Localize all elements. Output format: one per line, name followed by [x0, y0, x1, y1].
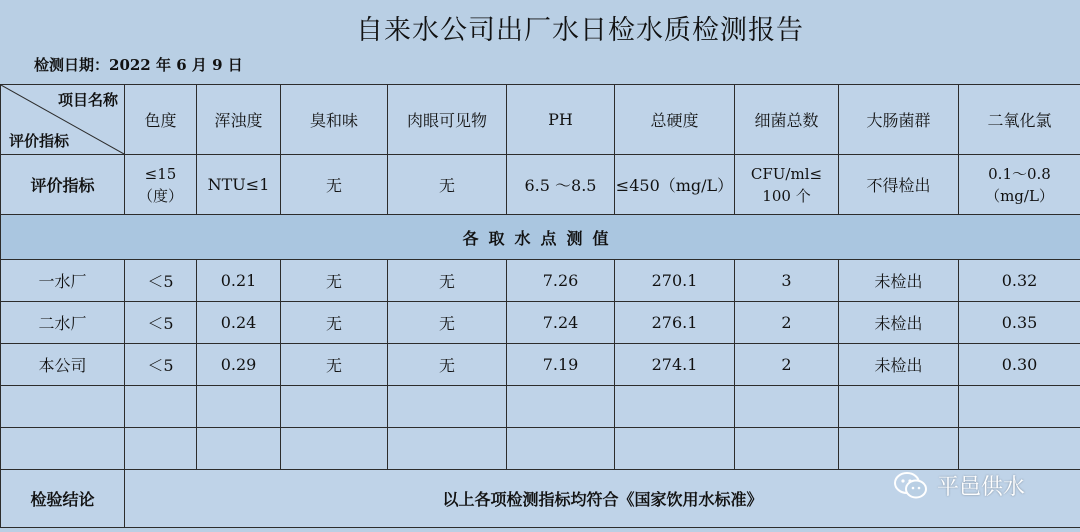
column-header: PH [507, 85, 615, 155]
conclusion-label: 检验结论 [1, 470, 125, 528]
corner-bottom-left: 评价指标 [9, 132, 70, 150]
data-cell: ＜5 [125, 344, 197, 386]
data-cell: 无 [281, 344, 388, 386]
column-header: 臭和味 [281, 85, 388, 155]
empty-cell [1, 386, 125, 428]
empty-cell [388, 428, 507, 470]
table-row [1, 302, 1080, 344]
empty-cell [615, 386, 735, 428]
empty-cell [1, 428, 125, 470]
empty-cell [735, 386, 839, 428]
wechat-icon [893, 471, 929, 501]
data-cell: 2 [735, 302, 839, 344]
table-row [1, 260, 1080, 302]
empty-cell [388, 386, 507, 428]
row-label: 二水厂 [1, 302, 125, 344]
empty-cell [281, 386, 388, 428]
data-cell: 0.35 [959, 302, 1080, 344]
data-cell: 无 [388, 260, 507, 302]
empty-cell [197, 428, 281, 470]
test-date: 检测日期：2022 年 6 月 9 日 [34, 56, 243, 74]
standard-cell: 6.5 ～8.5 [507, 155, 615, 215]
data-cell: 0.29 [197, 344, 281, 386]
standard-cell: 0.1～0.8 （mg/L） [959, 155, 1080, 215]
section-title: 各取水点测值 [1, 215, 1080, 260]
column-header: 二氧化氯 [959, 85, 1080, 155]
empty-cell [839, 428, 959, 470]
header-row [1, 85, 1080, 155]
watermark [893, 470, 1025, 501]
row-label: 一水厂 [1, 260, 125, 302]
corner-cell [1, 85, 125, 155]
data-cell: 0.24 [197, 302, 281, 344]
column-header: 细菌总数 [735, 85, 839, 155]
empty-cell [281, 428, 388, 470]
watermark-text: 平邑供水 [937, 475, 1026, 500]
standard-cell: 不得检出 [839, 155, 959, 215]
data-cell: 无 [388, 344, 507, 386]
empty-cell [197, 386, 281, 428]
data-cell: 3 [735, 260, 839, 302]
standard-cell: ≤15 （度） [125, 155, 197, 215]
empty-cell [507, 428, 615, 470]
data-cell: ＜5 [125, 302, 197, 344]
data-cell: 未检出 [839, 260, 959, 302]
data-cell: 0.32 [959, 260, 1080, 302]
standard-row [1, 155, 1080, 215]
table-row [1, 344, 1080, 386]
column-header: 色度 [125, 85, 197, 155]
row-label: 本公司 [1, 344, 125, 386]
data-cell: 未检出 [839, 344, 959, 386]
empty-cell [615, 428, 735, 470]
conclusion-text: 以上各项检测指标均符合《国家饮用水标准》 [125, 470, 1080, 528]
section-row [1, 215, 1080, 260]
data-cell: 276.1 [615, 302, 735, 344]
data-cell: 7.26 [507, 260, 615, 302]
column-header: 浑浊度 [197, 85, 281, 155]
report-title: 自来水公司出厂水日检水质检测报告 [356, 15, 804, 46]
empty-cell [959, 428, 1080, 470]
empty-cell [959, 386, 1080, 428]
row-label: 评价指标 [1, 155, 125, 215]
empty-cell [507, 386, 615, 428]
empty-row [1, 428, 1080, 470]
water-quality-table [0, 84, 1080, 528]
data-cell: 无 [281, 260, 388, 302]
column-header: 大肠菌群 [839, 85, 959, 155]
empty-cell [125, 386, 197, 428]
column-header: 肉眼可见物 [388, 85, 507, 155]
data-cell: 7.24 [507, 302, 615, 344]
empty-row [1, 386, 1080, 428]
data-cell: 274.1 [615, 344, 735, 386]
standard-cell: 无 [281, 155, 388, 215]
data-cell: 无 [388, 302, 507, 344]
empty-cell [125, 428, 197, 470]
standard-cell: 无 [388, 155, 507, 215]
data-cell: ＜5 [125, 260, 197, 302]
data-cell: 未检出 [839, 302, 959, 344]
data-cell: 2 [735, 344, 839, 386]
standard-cell: NTU≤1 [197, 155, 281, 215]
corner-top-right: 项目名称 [57, 91, 118, 109]
data-cell: 7.19 [507, 344, 615, 386]
column-header: 总硬度 [615, 85, 735, 155]
data-cell: 270.1 [615, 260, 735, 302]
empty-cell [839, 386, 959, 428]
standard-cell: ≤450（mg/L） [615, 155, 735, 215]
data-cell: 无 [281, 302, 388, 344]
data-cell: 0.30 [959, 344, 1080, 386]
data-cell: 0.21 [197, 260, 281, 302]
empty-cell [735, 428, 839, 470]
standard-cell: CFU/ml≤ 100 个 [735, 155, 839, 215]
